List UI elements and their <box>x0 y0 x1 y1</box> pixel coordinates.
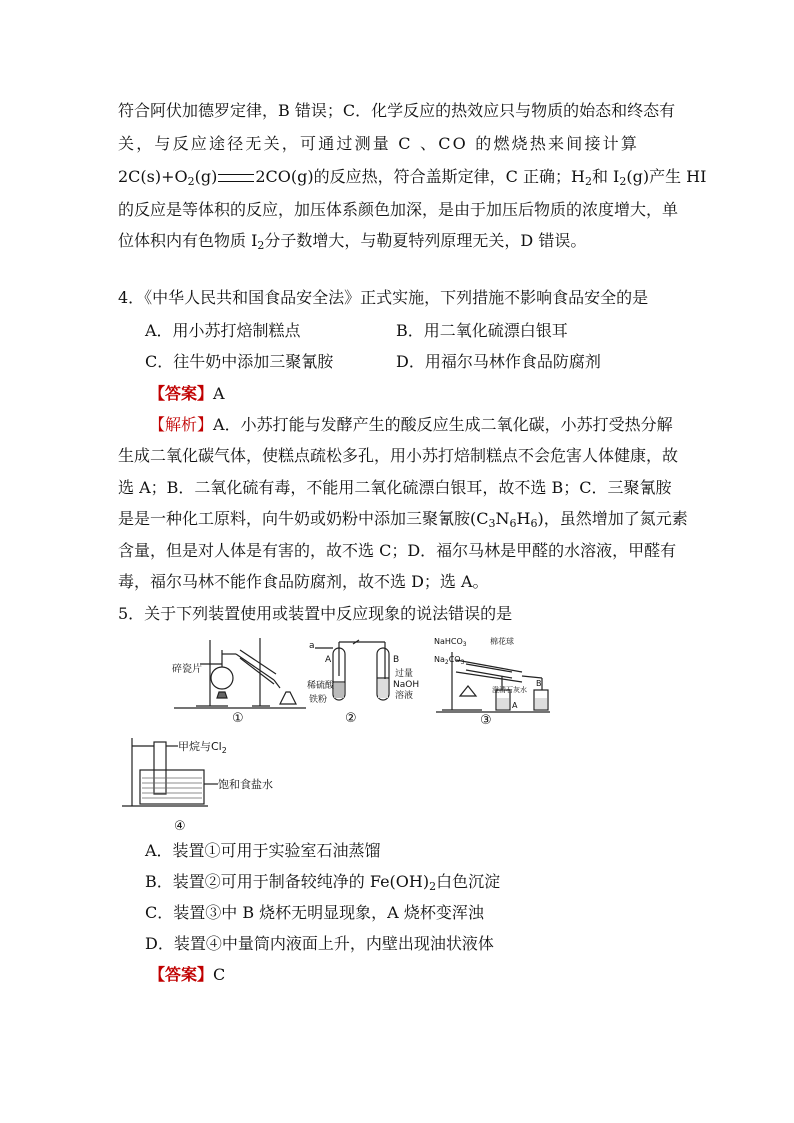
fig3-na2co3-label: $Na_2CO_3$ <box>434 655 465 666</box>
fig2-acid-label: 稀硫酸 <box>307 681 335 691</box>
apparatus-1-distillation <box>170 632 310 724</box>
question-5-stem: 5．关于下列装置使用或装置中反应现象的说法错误的是 <box>118 604 513 623</box>
option-d: D．用福尔马林作食品防腐剂 <box>396 352 601 371</box>
answer: 【答案】C <box>149 965 226 984</box>
fig3-cotton-label: 棉花球 <box>490 637 514 646</box>
fig2-iron-label: 铁粉 <box>309 695 328 705</box>
fig1-label: 碎瓷片 <box>172 664 202 675</box>
analysis-line: 是是一种化工原料，向牛奶或奶粉中添加三聚氰胺$(C_3N_6H_6)$，虽然增加了氮元素 <box>118 509 688 530</box>
fig2-excess-label: 过量 <box>395 669 414 679</box>
fig1-number: ① <box>232 711 244 724</box>
analysis-line: 含量，但是对人体是有害的，故不选 C；D．福尔马林是甲醛的水溶液，甲醛有 <box>118 541 677 560</box>
question-4-stem: 4．《中华人民共和国食品安全法》正式实施，下列措施不影响食品安全的是 <box>118 288 649 307</box>
fig4-gas-label: 甲烷与$Cl_2$ <box>178 740 227 755</box>
fig3-A-label: A <box>512 701 518 710</box>
fig3-number: ③ <box>480 713 492 726</box>
fig4-number: ④ <box>174 819 186 834</box>
text-line: 符合阿伏加德罗定律，B 错误；C．化学反应的热效应只与物质的始态和终态有 <box>118 101 676 120</box>
option-a: A．用小苏打焙制糕点 <box>145 321 301 340</box>
fig2-number: ② <box>345 711 357 726</box>
fig4-brine-label: 饱和食盐水 <box>218 778 273 791</box>
analysis-tag: 【解析】 <box>149 415 214 434</box>
option-d: D．装置④中量筒内液面上升，内壁出现油状液体 <box>145 934 494 953</box>
option-c: C．往牛奶中添加三聚氰胺 <box>145 352 334 371</box>
option-b: B．装置②可用于制备较纯净的 $Fe(OH)_2$白色沉淀 <box>145 872 501 893</box>
fig2-B-label: B <box>393 655 400 665</box>
analysis-line: 生成二氧化碳气体，使糕点疏松多孔，用小苏打焙制糕点不会危害人体健康，故 <box>118 446 679 465</box>
fig3-limewater-label: 澄清石灰水 <box>492 686 527 694</box>
answer: 【答案】A <box>149 384 225 403</box>
text-line: 关，与反应途径无关，可通过测量 C 、CO 的燃烧热来间接计算 <box>118 134 640 153</box>
text-line: $2C(s)+O_2(g)$ 2CO(g)的反应热，符合盖斯定律，C 正确；$H_2$和 $I_2(g)$产生 HI <box>118 167 707 188</box>
analysis-line: 毒，福尔马林不能作食品防腐剂，故不选 D；选 A。 <box>118 572 489 591</box>
apparatus-3-carbonates <box>432 632 552 726</box>
equals-sign <box>218 174 254 182</box>
option-c: C．装置③中 B 烧杯无明显现象，A 烧杯变浑浊 <box>145 903 484 922</box>
option-a: A．装置①可用于实验室石油蒸馏 <box>145 841 381 860</box>
fig2-a-label: a <box>309 641 315 651</box>
option-b: B．用二氧化硫漂白银耳 <box>396 321 568 340</box>
analysis-line: 选 A；B．二氧化硫有毒，不能用二氧化硫漂白银耳，故不选 B；C．三聚氰胺 <box>118 478 672 497</box>
fig3-nahco3-label: NaHCO$_3$ <box>434 637 467 648</box>
fig2-A-label: A <box>325 655 332 665</box>
answer-tag: 【答案】 <box>149 965 214 984</box>
fig2-solution-label: 溶液 <box>395 691 414 701</box>
fig3-B-label: B <box>536 679 542 688</box>
answer-tag: 【答案】 <box>149 384 214 403</box>
text-line: 位体积内有色物质 $I_2$分子数增大，与勒夏特列原理无关，D 错误。 <box>118 231 587 252</box>
apparatus-4-methane-chlorine <box>118 734 278 834</box>
analysis-line: 【解析】A．小苏打能与发酵产生的酸反应生成二氧化碳，小苏打受热分解 <box>149 415 673 434</box>
text-line: 的反应是等体积的反应，加压体系颜色加深，是由于加压后物质的浓度增大，单 <box>118 200 679 219</box>
apparatus-2-feoh2 <box>305 636 425 726</box>
fig2-naoh-label: NaOH <box>393 680 420 690</box>
